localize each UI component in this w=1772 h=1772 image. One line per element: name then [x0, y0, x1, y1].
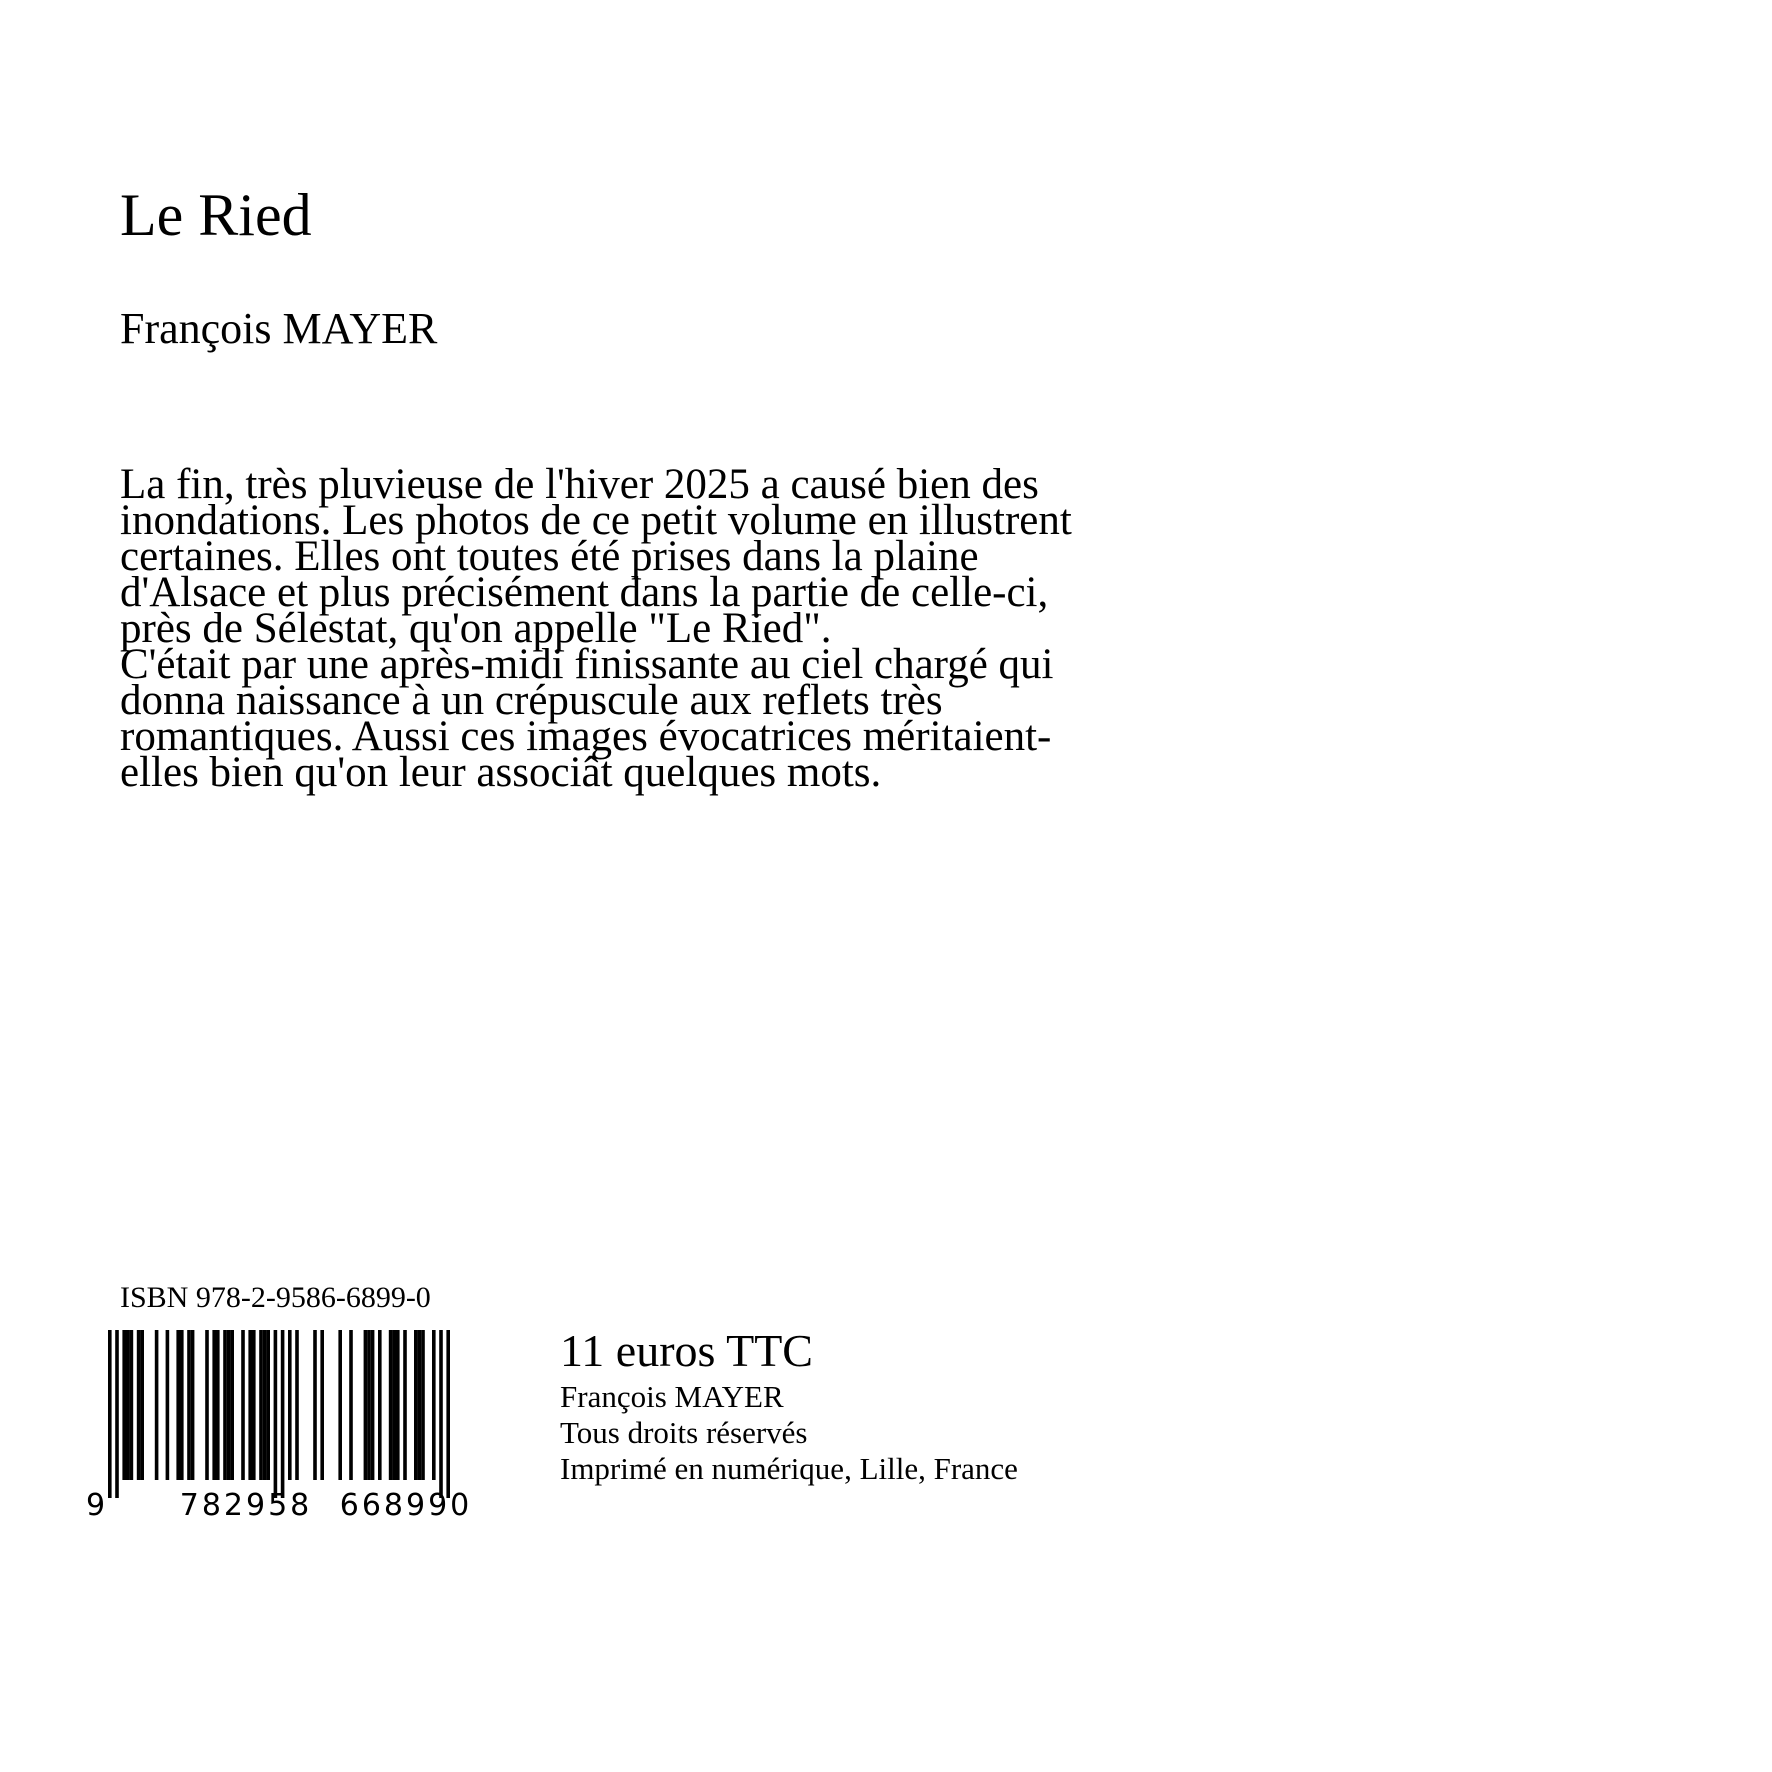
barcode-bars — [108, 1330, 450, 1498]
barcode-bar — [392, 1330, 396, 1480]
barcode-bar — [205, 1330, 209, 1480]
barcode-bar — [320, 1330, 324, 1480]
barcode-bar — [166, 1330, 170, 1480]
barcode-bar — [108, 1330, 112, 1498]
barcode-bar — [126, 1330, 130, 1480]
barcode-bar — [378, 1330, 382, 1480]
barcode-bar — [187, 1330, 191, 1480]
barcode-bar — [248, 1330, 252, 1480]
barcode-bar — [288, 1330, 292, 1480]
printing-notice: Imprimé en numérique, Lille, France — [560, 1451, 1018, 1486]
barcode-bar — [263, 1330, 267, 1480]
barcode-bar — [191, 1330, 195, 1480]
barcode-bar — [421, 1330, 425, 1480]
barcode-bar — [364, 1330, 368, 1480]
barcode-bar — [252, 1330, 256, 1480]
barcode-bar — [227, 1330, 231, 1480]
isbn-label: ISBN 978-2-9586-6899-0 — [120, 1281, 431, 1314]
blurb-line: certaines. Elles ont toutes été prises dans la plaine — [120, 533, 979, 580]
back-cover-blurb — [120, 461, 1370, 796]
barcode-bar — [216, 1330, 220, 1480]
barcode-bar — [389, 1330, 393, 1480]
barcode-bar — [281, 1330, 285, 1498]
blurb-line: inondations. Les photos de ce petit volume en illustrent — [120, 497, 1072, 544]
barcode-digits-right: 668990 — [339, 1488, 473, 1520]
isbn-barcode — [78, 1320, 498, 1520]
barcode-bar — [137, 1330, 141, 1480]
barcode-bar — [180, 1330, 184, 1480]
blurb-line: La fin, très pluvieuse de l'hiver 2025 a causé bien des — [120, 461, 1039, 508]
barcode-bar — [396, 1330, 400, 1480]
barcode-digits-left: 782958 — [179, 1488, 313, 1520]
barcode-bar — [155, 1330, 159, 1480]
blurb-line: d'Alsace et plus précisément dans la partie de celle-ci, — [120, 569, 1049, 616]
barcode-digit-first: 9 — [86, 1488, 106, 1520]
barcode-bar — [266, 1330, 270, 1480]
barcode-bar — [338, 1330, 342, 1480]
rights-notice: Tous droits réservés — [560, 1415, 808, 1450]
barcode-bar — [130, 1330, 134, 1480]
barcode-bar — [371, 1330, 375, 1480]
barcode-bar — [418, 1330, 422, 1480]
price-label: 11 euros TTC — [560, 1325, 813, 1376]
barcode-bar — [295, 1330, 299, 1480]
barcode-bar — [140, 1330, 144, 1480]
barcode-bar — [212, 1330, 216, 1480]
blurb-line: donna naissance à un crépuscule aux reflets très — [120, 677, 943, 724]
barcode-bar — [259, 1330, 263, 1480]
blurb-line: C'était par une après-midi finissante au ciel chargé qui — [120, 641, 1054, 688]
barcode-digits — [86, 1488, 472, 1520]
barcode-bar — [241, 1330, 245, 1480]
barcode-bar — [122, 1330, 126, 1480]
barcode-bar — [439, 1330, 443, 1498]
publisher-name: François MAYER — [560, 1379, 784, 1414]
barcode-bar — [414, 1330, 418, 1480]
blurb-line: elles bien qu'on leur associât quelques mots. — [120, 749, 882, 796]
barcode-bar — [223, 1330, 227, 1480]
barcode-bar — [115, 1330, 119, 1498]
barcode-bar — [230, 1330, 234, 1480]
barcode-bar — [432, 1330, 436, 1480]
book-author: François MAYER — [120, 304, 438, 353]
barcode-bar — [313, 1330, 317, 1480]
book-title: Le Ried — [120, 182, 312, 248]
barcode-bar — [176, 1330, 180, 1480]
blurb-line: près de Sélestat, qu'on appelle "Le Ried". — [120, 605, 832, 652]
barcode-bar — [274, 1330, 278, 1498]
barcode-bar — [446, 1330, 450, 1498]
barcode-bar — [349, 1330, 353, 1480]
blurb-line: romantiques. Aussi ces images évocatrices méritaient- — [120, 713, 1052, 760]
barcode-bar — [403, 1330, 407, 1480]
imprint-block — [560, 1323, 1018, 1487]
barcode-bar — [367, 1330, 371, 1480]
